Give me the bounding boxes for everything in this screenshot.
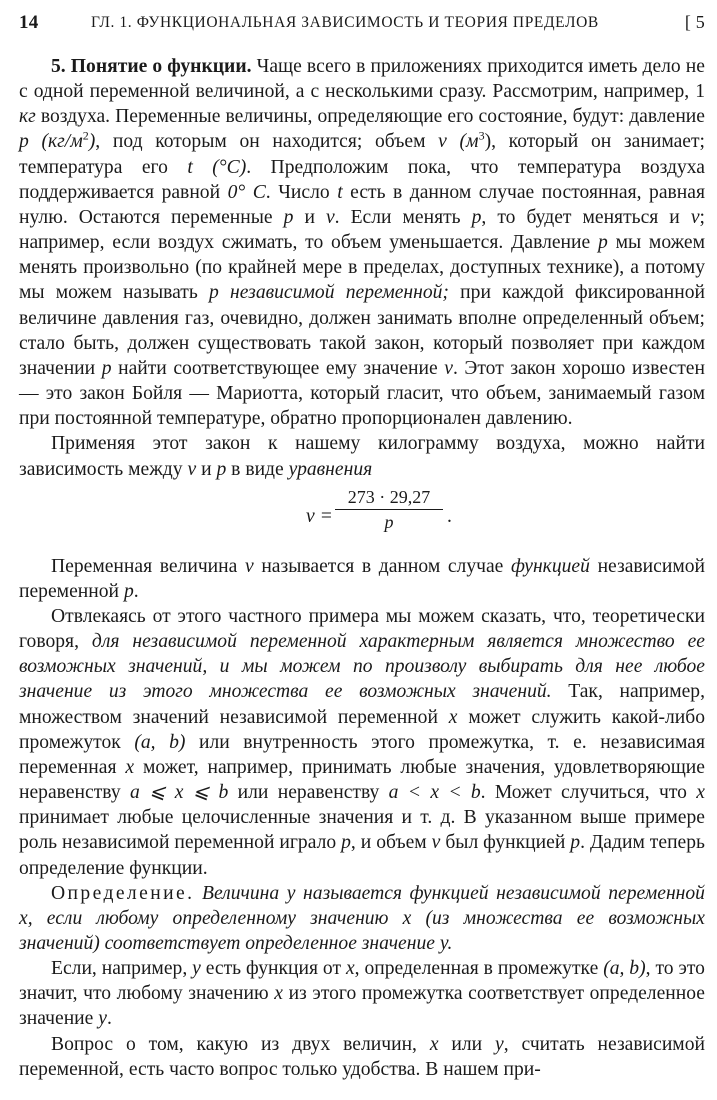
- definition-text: Величина y называется функцией независимой переменной x, если любому определенному значению x (из множества ее возможных значений) соответствует определенное значение y.: [19, 882, 705, 954]
- paragraph-law: Применяя этот закон к нашему килограмму воздуха, можно найти зависимость между v и p в виде уравнения: [19, 433, 705, 480]
- paragraph-function-example: Переменная величина v называется в данном случае функцией независимой переменной p.: [19, 555, 706, 602]
- paragraph-example: Если, например, y есть функция от x, определенная в промежутке (a, b), то это значит, что любому значению x из этого промежутка соответствует определенное значение y.: [19, 958, 705, 1030]
- body-text: [19, 54, 705, 1082]
- boyle-formula: v = $\frac{273 \cdot 29,27}{p}$ .: [306, 486, 452, 532]
- definition-label: Определение.: [51, 882, 195, 904]
- page-number: 14: [19, 12, 39, 33]
- running-head: [19, 12, 707, 38]
- chapter-title: ГЛ. 1. ФУНКЦИОНАЛЬНАЯ ЗАВИСИМОСТЬ И ТЕОРИЯ ПРЕДЕЛОВ: [91, 14, 599, 31]
- formula-fraction: [335, 486, 443, 534]
- formula-denominator: p: [384, 511, 394, 532]
- paragraph-definition: [19, 881, 705, 956]
- section-mark: [ 5: [684, 12, 705, 32]
- paragraph-choice: Вопрос о том, какую из двух величин, x или y, считать независимой переменной, есть часто вопрос только удобства. В нашем при-: [19, 1033, 705, 1080]
- formula-numerator: 273 · 29,27: [335, 486, 443, 510]
- paragraph-independent-variable: Отвлекаясь от этого частного примера мы можем сказать, что, теоретически говоря, для независимой переменной характерным является множество ее возможных значений, и мы можем по произволу выбирать для нее любое значение из этого множества ее возможных значений. Так, например, множеством значений независимой переменной x может служить какой-либо промежуток (a, b) или внутренность этого промежутка, т. е. независимая переменная x может, например, принимать любые значения, удовлетворяющие неравенству a ⩽ x ⩽ b или неравенству a < x < b. Может случиться, что x принимает любые целочисленные значения и т. д. В указанном выше примере роль независимой переменной играло p, и объем v был функцией p. Дадим теперь определение функции.: [19, 605, 706, 879]
- paragraph-intro: 5. Понятие о функции. Чаще всего в приложениях приходится иметь дело не с одной переменной величиной, а с несколькими сразу. Рассмотрим, например, 1 кг воздуха. Переменные величины, определяющие его состояние, будут: давление p $(кг/м^2)$, под которым он находится; объем v $(м^3)$, который он занимает; температура его t (°C). Предположим пока, что температура воздуха поддерживается равной 0° C. Число t есть в данном случае постоянная, равная нулю. Остаются переменные p и v. Если менять p, то будет меняться и v; например, если воздух сжимать, то объем уменьшается. Давление p мы можем менять произвольно (по крайней мере в пределах, доступных технике), а потому мы можем называть p независимой переменной; при каждой фиксированной величине давления газ, очевидно, должен занимать вполне определенный объем; стало быть, должен существовать такой закон, который позволяет при каждом значении p найти соответствующее ему значение v. Этот закон хорошо известен — это закон Бойля — Мариотта, который гласит, что объем, занимаемый газом при постоянной температуре, обратно пропорционален давлению.: [19, 56, 706, 430]
- formula-lhs: v =: [306, 505, 333, 527]
- section-title: 5. Понятие о функции.: [51, 56, 252, 77]
